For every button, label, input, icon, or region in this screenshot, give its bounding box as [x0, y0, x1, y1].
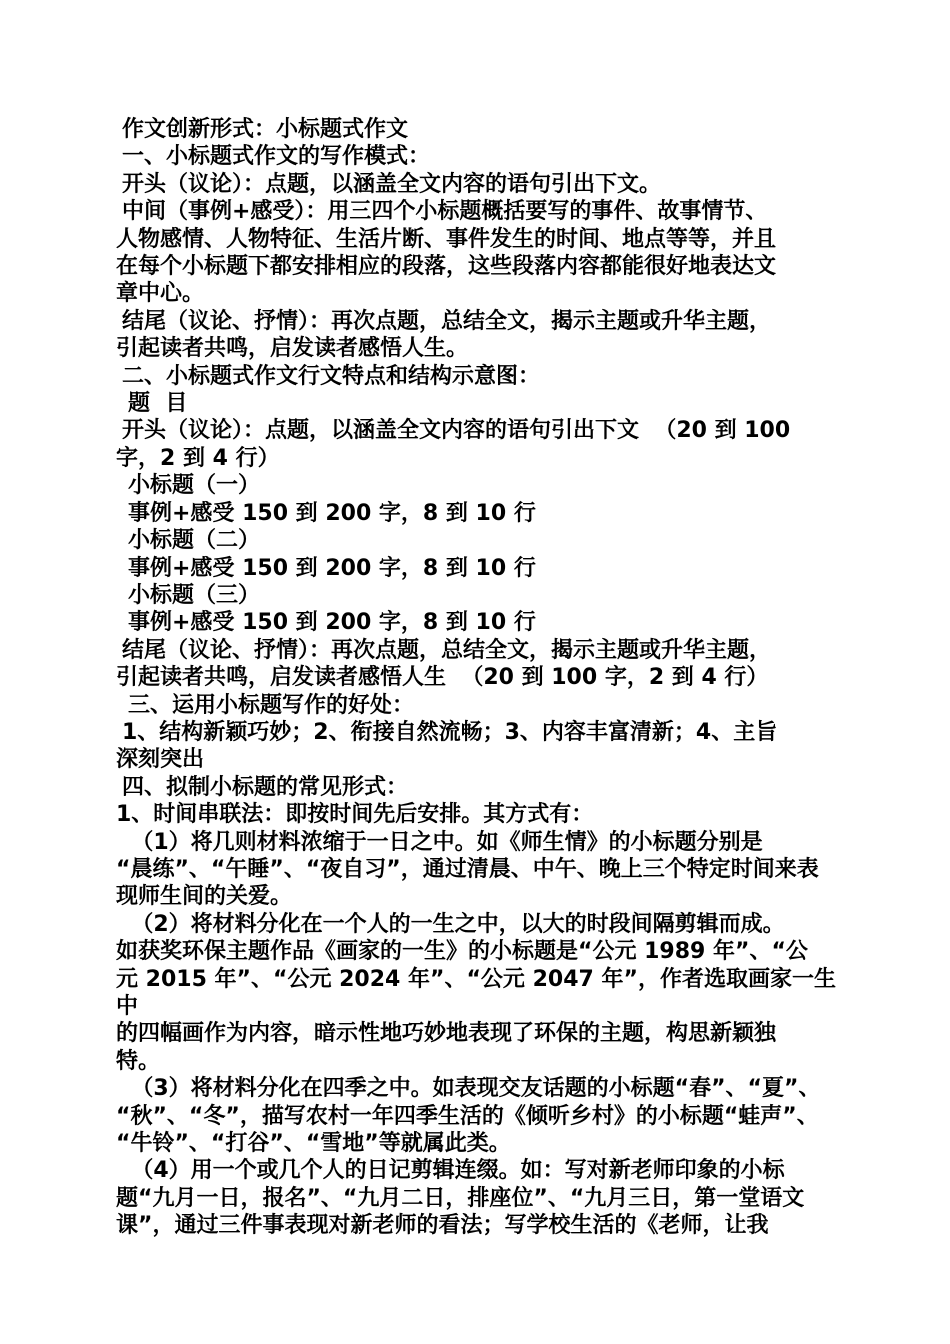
text-line: （2）将材料分化在一个人的一生之中，以大的时段间隔剪辑而成。: [116, 911, 785, 937]
text-line: 特。: [116, 1048, 161, 1074]
text-line: （3）将材料分化在四季之中。如表现交友话题的小标题“春”、“夏”、: [116, 1076, 821, 1102]
text-line: 三、运用小标题写作的好处：: [128, 692, 415, 718]
text-line: 1、结构新颖巧妙；2、衔接自然流畅；3、内容丰富清新；4、主旨: [122, 719, 778, 745]
text-line: 1、时间串联法：即按时间先后安排。其方式有：: [116, 802, 594, 828]
text-line: 结尾（议论、抒情）：再次点题，总结全文，揭示主题或升华主题，: [122, 308, 772, 334]
text-line: 小标题（三）: [128, 582, 261, 608]
text-line: 引起读者共鸣，启发读者感悟人生。: [116, 336, 469, 362]
text-line: “牛铃”、“打谷”、“雪地”等就属此类。: [116, 1131, 511, 1157]
text-line: 事例+感受 150 到 200 字，8 到 10 行: [128, 500, 536, 526]
text-line: 事例+感受 150 到 200 字，8 到 10 行: [128, 555, 536, 581]
text-line: 开头（议论）：点题，以涵盖全文内容的语句引出下文 （20 到 100: [122, 418, 791, 444]
text-line: （4）用一个或几个人的日记剪辑连缀。如：写对新老师印象的小标: [116, 1158, 785, 1184]
text-line: 事例+感受 150 到 200 字，8 到 10 行: [128, 610, 536, 636]
text-line: 开头（议论）：点题，以涵盖全文内容的语句引出下文。: [122, 171, 662, 197]
text-line: （1）将几则材料浓缩于一日之中。如《师生情》的小标题分别是: [116, 829, 763, 855]
text-line: 二、小标题式作文行文特点和结构示意图：: [122, 363, 541, 389]
text-line: 结尾（议论、抒情）：再次点题，总结全文，揭示主题或升华主题，: [122, 637, 772, 663]
text-line: “秋”、“冬”，描写农村一年四季生活的《倾听乡村》的小标题“蛙声”、: [116, 1103, 819, 1129]
text-line: 字，2 到 4 行）: [116, 445, 280, 471]
text-line: 元 2015 年”、“公元 2024 年”、“公元 2047 年”，作者选取画家一生中: [116, 966, 836, 1019]
text-line: 的四幅画作为内容，暗示性地巧妙地表现了环保的主题，构思新颖独: [116, 1021, 777, 1047]
text-line: 作文创新形式：小标题式作文: [122, 117, 409, 142]
text-line: 一、小标题式作文的写作模式：: [122, 144, 431, 170]
text-line: 小标题（一）: [128, 473, 261, 499]
text-line: 中间（事例+感受）：用三四个小标题概括要写的事件、故事情节、: [122, 199, 768, 225]
document-page: [116, 116, 836, 1240]
text-line: 现师生间的关爱。: [116, 884, 293, 910]
text-line: 小标题（二）: [128, 528, 261, 554]
text-line: 题“九月一日，报名”、“九月二日，排座位”、“九月三日，第一堂语文: [116, 1185, 805, 1211]
text-line: 章中心。: [116, 281, 205, 307]
text-line: 四、拟制小标题的常见形式：: [122, 774, 409, 800]
text-line: 在每个小标题下都安排相应的段落，这些段落内容都能很好地表达文: [116, 254, 777, 280]
text-line: 课”，通过三件事表现对新老师的看法；写学校生活的《老师，让我: [116, 1213, 769, 1239]
text-line: 引起读者共鸣，启发读者感悟人生 （20 到 100 字，2 到 4 行）: [116, 665, 769, 691]
text-line: 深刻突出: [116, 747, 205, 773]
text-line: 如获奖环保主题作品《画家的一生》的小标题是“公元 1989 年”、“公: [116, 939, 808, 965]
text-line: 人物感情、人物特征、生活片断、事件发生的时间、地点等等，并且: [116, 226, 777, 252]
text-line: 题 目: [128, 391, 188, 417]
text-line: “晨练”、“午睡”、“夜自习”，通过清晨、中午、晚上三个特定时间来表: [116, 856, 819, 882]
